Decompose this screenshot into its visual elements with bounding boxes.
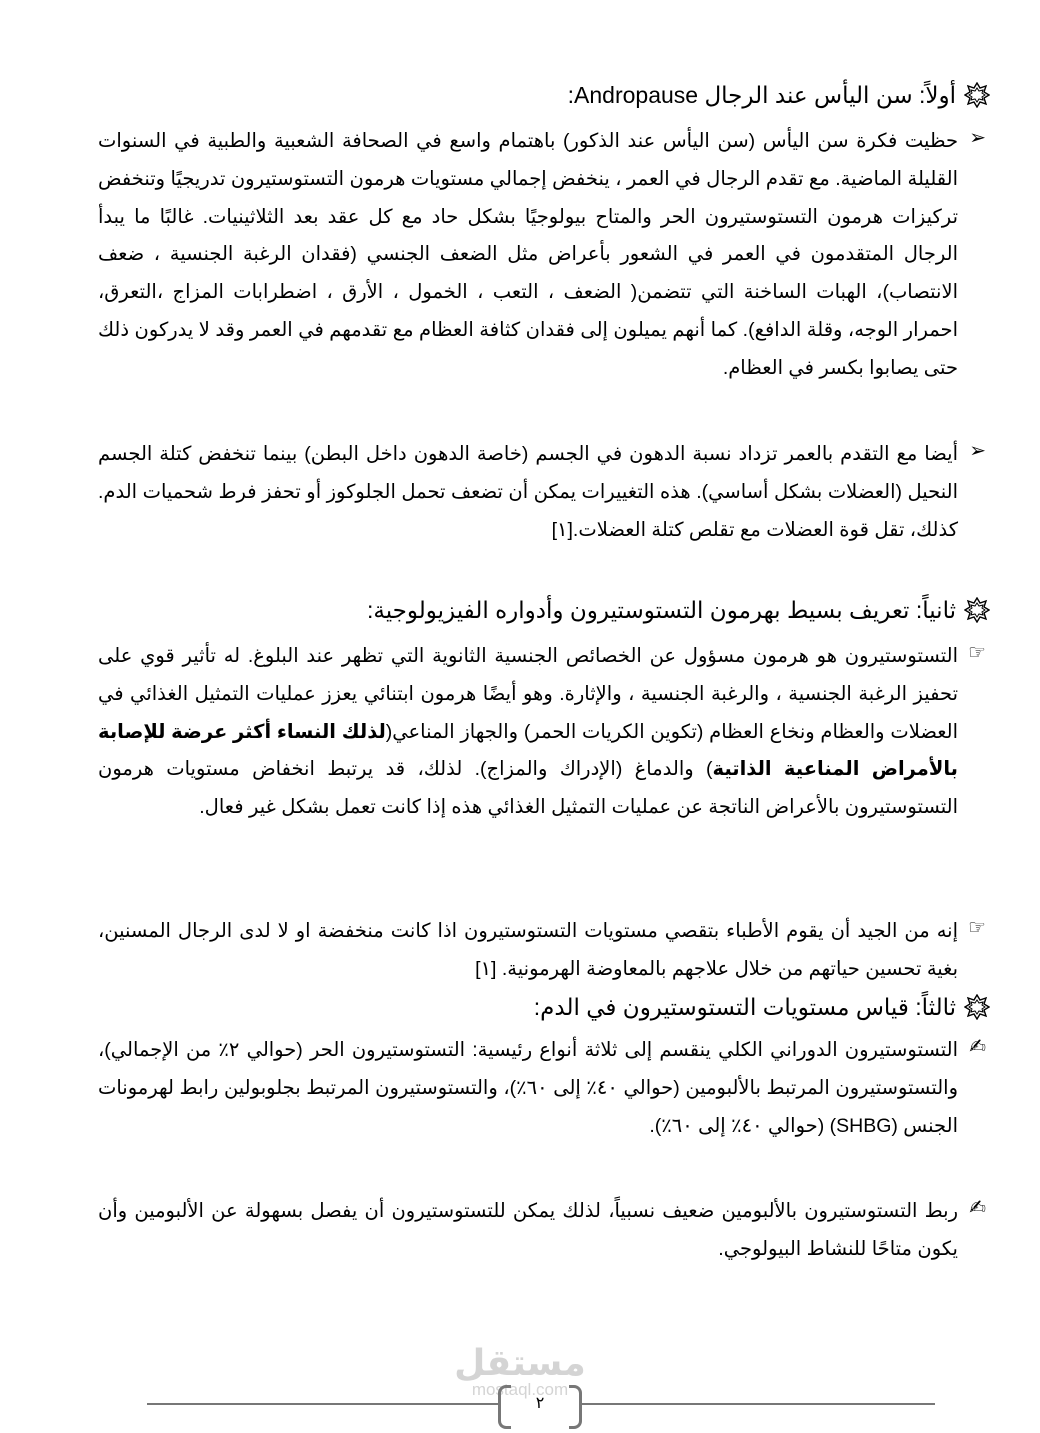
paragraph-testosterone-definition — [98, 638, 986, 827]
pen-bullet-icon: ✍ — [969, 1036, 986, 1058]
hand-bullet-icon: ☞ — [968, 917, 986, 939]
section-heading-3 — [100, 992, 990, 1022]
paragraph-albumin — [98, 1193, 986, 1269]
star-outline-icon — [964, 82, 990, 108]
paragraph-text: حظيت فكرة سن اليأس (سن اليأس عند الذكور) باهتمام واسع في الصحافة الشعبية والطبية في السنوات القليلة الماضية. مع تقدم الرجال في العمر ، ينخفض إجمالي مستويات هرمون التستوستيرون تدريجيًا وتنخفض تركيزات هرمون التستوستيرون الحر والمتاح بيولوجيًا بشكل حاد مع كل عقد بعد الثلاثينيات. غالبًا ما يبدأ الرجال المتقدمون في العمر في الشعور بأعراض مثل الضعف الجنسي (فقدان الرغبة الجنسية ، ضعف الانتصاب)، الهبات الساخنة التي تتضمن( الضعف ، التعب ، الخمول ، الأرق ، اضطرابات المزاج ،التعرق، احمرار الوجه، وقلة الدافع). كما أنهم يميلون إلى فقدان كثافة العظام مع تقدمهم في العمر وقد لا يدركون ذلك حتى يصابوا بكسر في العظام. — [98, 130, 958, 379]
paragraph-fat-muscle — [98, 436, 986, 549]
paragraph-text: التستوستيرون الدوراني الكلي ينقسم إلى ثلاثة أنواع رئيسية: التستوستيرون الحر (حوالي ٢٪ من الإجمالي)، والتستوستيرون المرتبط بالألبومين (حوالي ٤٠٪ إلى ٦٠٪)، والتستوستيرون المرتبط بجلوبولين رابط لهرمونات الجنس (SHBG) (حوالي ٤٠٪ إلى ٦٠٪). — [98, 1039, 958, 1137]
section-heading-2 — [100, 595, 990, 625]
paragraph-text: التستوستيرون هو هرمون مسؤول عن الخصائص الجنسية الثانوية التي تظهر عند البلوغ. له تأثير قوي على تحفيز الرغبة الجنسية ، والرغبة الجنسية ، والإثارة. وهو أيضًا هرمون ابتنائي يعزز عمليات التمثيل الغذائي في العضلات والعظام ونخاع العظام (تكوين الكريات الحمر) والجهاز المناعي( — [98, 645, 958, 743]
star-outline-icon — [964, 994, 990, 1020]
watermark-site: mostaql.com — [471, 1380, 569, 1399]
bold-emphasis: لذلك النساء أكثر عرضة للإصابة بالأمراض المناعية الذاتية — [98, 720, 958, 781]
arrow-bullet-icon: ➢ — [969, 440, 986, 462]
heading-text: أولاً: سن اليأس عند الرجال Andropause: — [567, 82, 956, 108]
pen-bullet-icon: ✍ — [969, 1197, 986, 1219]
section-heading-1 — [100, 80, 990, 110]
watermark-logo: مستقل — [454, 1342, 586, 1383]
paragraph-doctors — [98, 913, 986, 989]
page-number: ٢ — [535, 1395, 545, 1412]
paragraph-text: أيضا مع التقدم بالعمر تزداد نسبة الدهون في الجسم (خاصة الدهون داخل البطن) بينما تنخفض كتلة الجسم النحيل (العضلات بشكل أساسي). هذه التغييرات يمكن أن تضعف تحمل الجلوكوز أو تحفز فرط شحميات الدم. كذلك، تقل قوة العضلات مع تقلص كتلة العضلات.[١] — [98, 443, 958, 541]
paragraph-andropause — [98, 123, 986, 388]
footer-rule-right — [580, 1403, 935, 1405]
page-number-box — [498, 1385, 582, 1425]
hand-bullet-icon: ☞ — [968, 642, 986, 664]
arrow-bullet-icon: ➢ — [969, 127, 986, 149]
star-outline-icon — [964, 597, 990, 623]
paragraph-circulating-testosterone — [98, 1032, 986, 1145]
heading-text: ثانياً: تعريف بسيط بهرمون التستوستيرون وأدواره الفيزيولوجية: — [367, 597, 956, 623]
heading-text: ثالثاً: قياس مستويات التستوستيرون في الدم: — [533, 994, 956, 1020]
paragraph-text: إنه من الجيد أن يقوم الأطباء بتقصي مستويات التستوستيرون اذا كانت منخفضة او لا لدى الرجال المسنين، بغية تحسين حياتهم من خلال علاجهم بالمعاوضة الهرمونية. [١] — [98, 920, 958, 980]
footer-rule-left — [147, 1403, 500, 1405]
paragraph-text: ربط التستوستيرون بالألبومين ضعيف نسبياً، لذلك يمكن للتستوستيرون أن يفصل بسهولة عن الألبومين وأن يكون متاحًا للنشاط البيولوجي. — [98, 1200, 958, 1260]
paragraph-text: ) والدماغ (الإدراك والمزاج). لذلك، قد يرتبط انخفاض مستويات هرمون التستوستيرون بالأعراض الناتجة عن عمليات التمثيل الغذائي هذه إذا كانت تعمل بشكل غير فعال. — [98, 758, 958, 819]
